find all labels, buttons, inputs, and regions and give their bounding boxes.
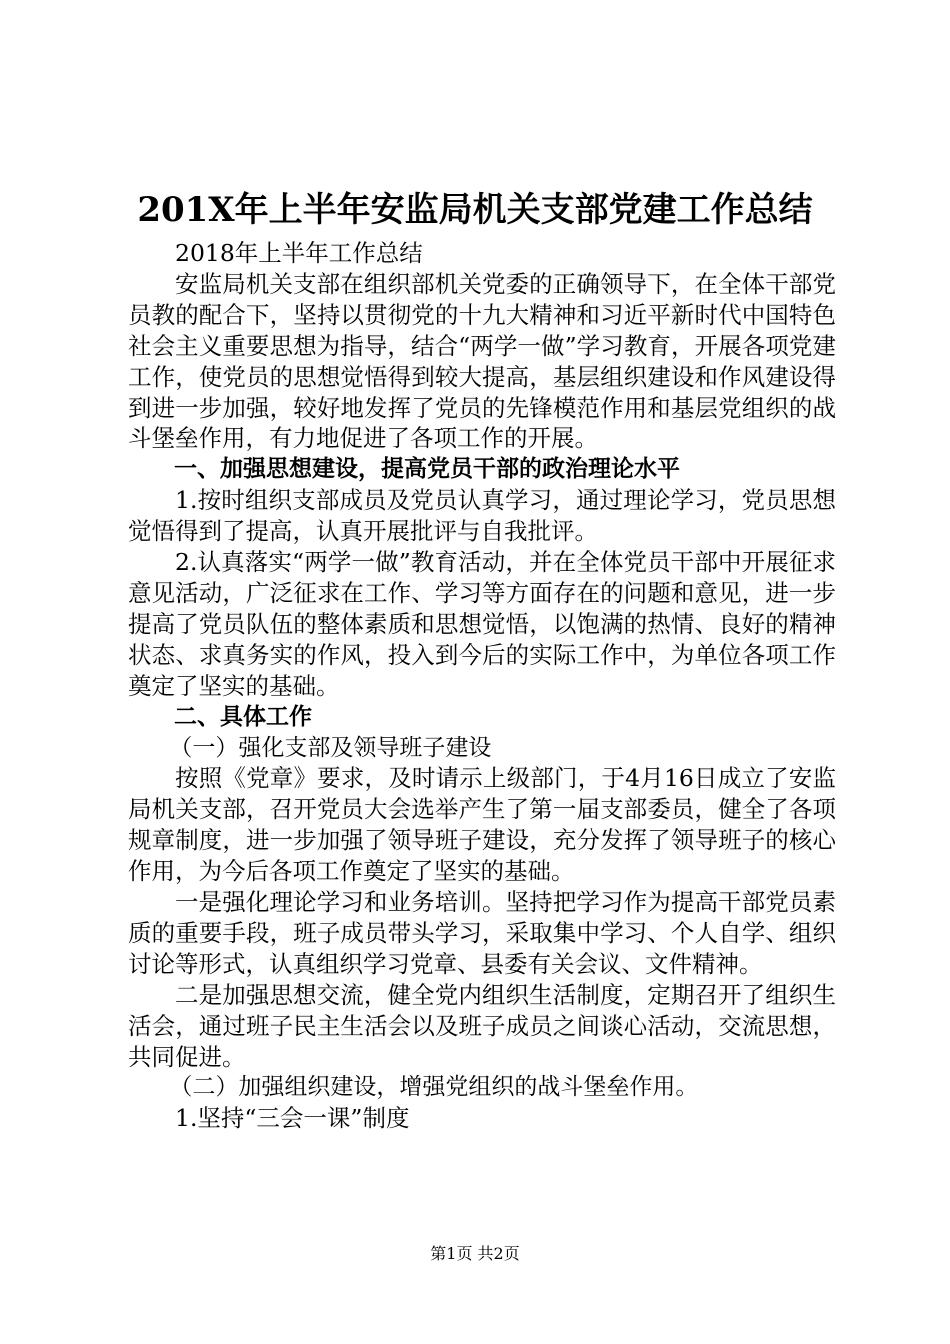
subsection-1-heading: （一）强化支部及领导班子建设 (169, 734, 492, 761)
page-number-footer: 第1页 共2页 (430, 1244, 520, 1263)
intro-paragraph: 安监局机关支部在组织部机关党委的正确领导下，在全体干部党员教的配合下，坚持以贯彻党的十九大精神和习近平新时代中国特色社会主义重要思想为指导，结合“两学一做”学习教育，开展各项党建工作，使党员的思想觉悟得到较大提高，基层组织建设和作风建设得到进一步加强，较好地发挥了党员的先锋模范作用和基层党组织的战斗堡垒作用，有力地促进了各项工作的开展。 (128, 269, 836, 453)
document-title: 201X年上半年安监局机关支部党建工作总结 (137, 190, 813, 230)
subsection-1-paragraph-1: 按照《党章》要求，及时请示上级部门，于4月16日成立了安监局机关支部，召开党员大会选举产生了第一届支部委员，健全了各项规章制度，进一步加强了领导班子建设，充分发挥了领导班子的核心作用，为今后各项工作奠定了坚实的基础。 (128, 764, 836, 886)
section-1-item-2: 2.认真落实“两学一做”教育活动，并在全体党员干部中开展征求意见活动，广泛征求在工作、学习等方面存在的问题和意见，进一步提高了党员队伍的整体素质和思想觉悟，以饱满的热情、良好的精神状态、求真务实的作风，投入到今后的实际工作中，为单位各项工作奠定了坚实的基础。 (128, 548, 836, 700)
section-1-item-1: 1.按时组织支部成员及党员认真学习，通过理论学习，党员思想觉悟得到了提高，认真开展批评与自我批评。 (128, 486, 836, 546)
subsection-1-paragraph-2: 一是强化理论学习和业务培训。坚持把学习作为提高干部党员素质的重要手段，班子成员带头学习，采取集中学习、个人自学、组织讨论等形式，认真组织学习党章、县委有关会议、文件精神。 (128, 888, 836, 978)
subsection-2-heading: （二）加强组织建设，增强党组织的战斗堡垒作用。 (169, 1074, 699, 1101)
subsection-2-item-1: 1.坚持“三会一课”制度 (175, 1104, 410, 1133)
document-subtitle: 2018年上半年工作总结 (175, 239, 423, 267)
document-body (128, 238, 836, 1134)
section-1-heading: 一、加强思想建设，提高党员干部的政治理论水平 (174, 456, 680, 483)
subsection-1-paragraph-3: 二是加强思想交流，健全党内组织生活制度，定期召开了组织生活会，通过班子民主生活会以及班子成员之间谈心活动，交流思想，共同促进。 (128, 980, 836, 1071)
section-2-heading: 二、具体工作 (174, 703, 312, 730)
